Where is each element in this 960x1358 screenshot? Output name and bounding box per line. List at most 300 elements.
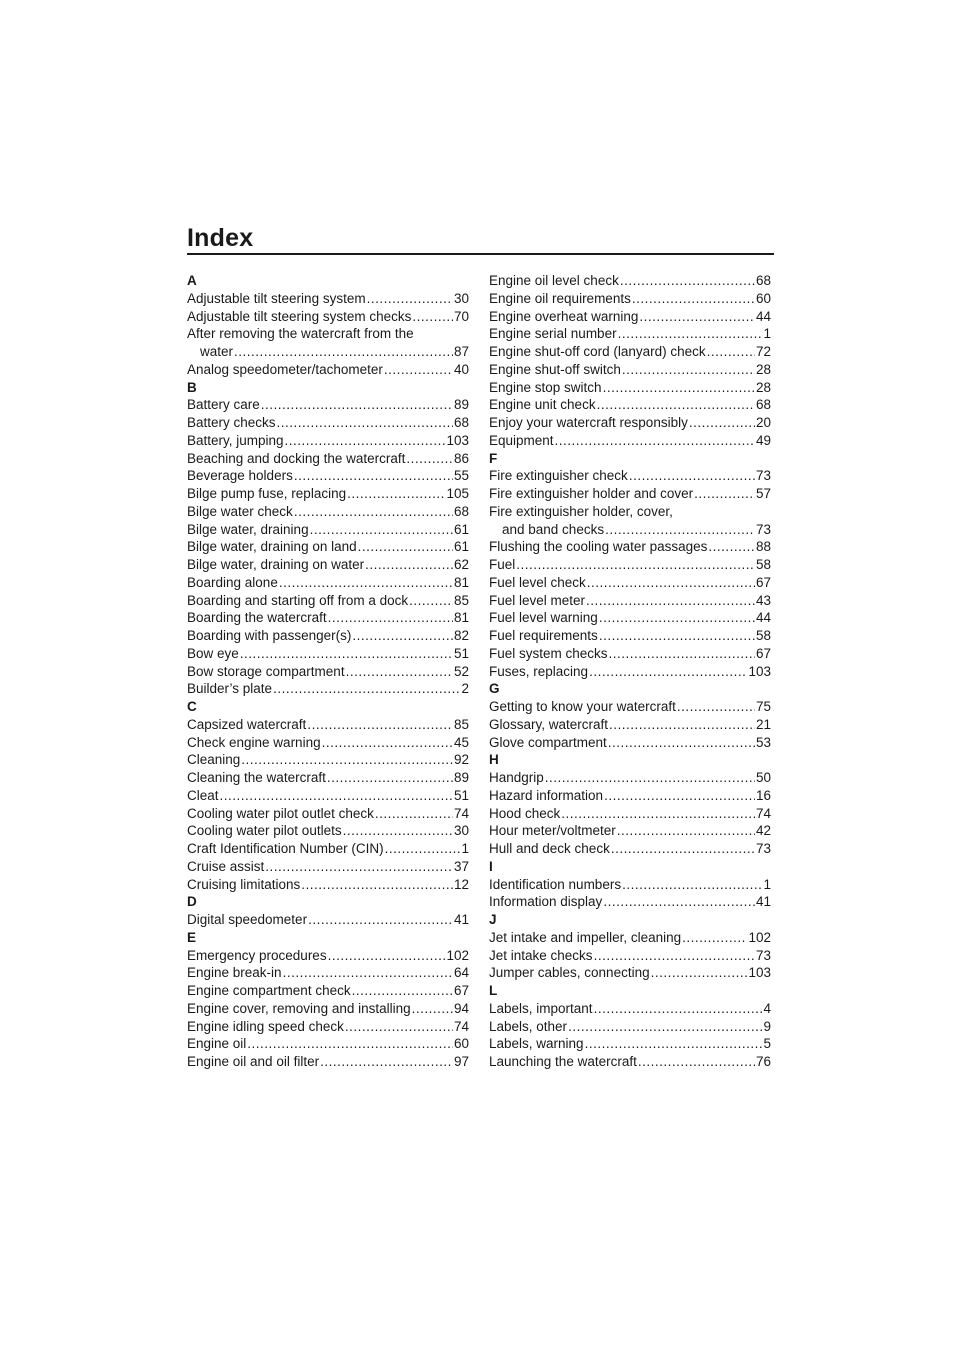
- dot-leader: [611, 840, 755, 858]
- index-entry-text: Analog speedometer/tachometer: [187, 361, 383, 377]
- index-letter-heading: G: [489, 681, 500, 697]
- index-entry: [187, 911, 469, 929]
- dot-leader: [617, 822, 755, 840]
- index-entry: [187, 627, 469, 645]
- index-entry: [489, 308, 771, 326]
- index-letter-heading: F: [489, 450, 498, 466]
- index-entry-text: Hood check: [489, 805, 561, 821]
- dot-leader: [358, 538, 453, 556]
- index-entry-text: Engine unit check: [489, 397, 596, 413]
- index-page-number: 103: [748, 965, 771, 981]
- index-page-number: 73: [755, 521, 771, 537]
- dot-leader: [707, 343, 755, 361]
- dot-leader: [568, 1018, 762, 1036]
- index-page-number: 67: [755, 645, 771, 661]
- index-entry-text: Hull and deck check: [489, 841, 610, 856]
- index-page-number: 30: [453, 823, 469, 839]
- index-page-number: 51: [453, 645, 469, 661]
- index-page-number: 40: [453, 361, 469, 377]
- index-page-number: 81: [453, 574, 469, 590]
- index-entry-text: Glove compartment: [489, 734, 607, 750]
- index-entry-text: Information display: [489, 894, 603, 910]
- index-entry-text: Battery care: [187, 397, 260, 413]
- index-entry-text: Beverage holders: [187, 468, 293, 484]
- dot-leader: [265, 858, 453, 876]
- dot-leader: [622, 876, 762, 894]
- index-entry: [187, 858, 469, 876]
- index-entry-text: After removing the watercraft from the: [187, 326, 414, 342]
- index-page-number: 82: [453, 628, 469, 643]
- dot-leader: [346, 663, 453, 681]
- index-entry-text: Engine oil requirements: [489, 290, 631, 306]
- index-page-number: 73: [755, 468, 771, 484]
- index-entry-text: Beaching and docking the watercraft: [187, 450, 406, 466]
- index-entry-text: Fuel: [489, 557, 516, 572]
- index-letter-heading: L: [489, 983, 498, 998]
- index-page-number: 44: [755, 308, 771, 324]
- dot-leader: [682, 929, 747, 947]
- dot-leader: [375, 805, 453, 823]
- index-page-number: 73: [755, 947, 771, 963]
- dot-leader: [608, 734, 755, 752]
- index-page-number: 41: [755, 894, 771, 910]
- dot-leader: [605, 521, 755, 539]
- index-entry: [489, 343, 771, 361]
- index-entry-text: Engine idling speed check: [187, 1018, 344, 1034]
- dot-leader: [594, 947, 755, 965]
- dot-leader: [597, 396, 755, 414]
- dot-leader: [294, 503, 453, 521]
- dot-leader: [586, 592, 755, 610]
- index-entry: [489, 1035, 771, 1053]
- index-entry: [489, 840, 771, 858]
- dot-leader: [285, 432, 446, 450]
- index-page-number: 105: [446, 486, 469, 501]
- index-entry-text: Cruising limitations: [187, 876, 301, 892]
- index-page-number: 51: [453, 787, 469, 803]
- index-entry-text: Fuel level warning: [489, 610, 598, 626]
- index-entry-text: Boarding the watercraft: [187, 610, 327, 626]
- index-entry: [489, 592, 771, 610]
- index-entry-text: Engine oil: [187, 1036, 247, 1052]
- index-entry: [489, 805, 771, 823]
- index-entry: [187, 787, 469, 805]
- index-entry-text: Engine break-in: [187, 965, 282, 981]
- index-entry-text: Fuel level check: [489, 574, 586, 590]
- index-entry: [489, 485, 771, 503]
- index-entry-text: Boarding alone: [187, 574, 278, 590]
- index-page-number: 94: [453, 1000, 469, 1016]
- dot-leader: [622, 361, 755, 379]
- index-entry: [489, 521, 771, 539]
- index-entry-text: Boarding and starting off from a dock: [187, 592, 409, 608]
- index-page-number: 87: [453, 344, 469, 359]
- index-entry: [489, 1018, 771, 1036]
- index-page-number: 58: [755, 557, 771, 572]
- index-page-number: 43: [755, 592, 771, 608]
- index-entry: [187, 521, 469, 539]
- index-page-number: 60: [453, 1036, 469, 1052]
- index-page-number: 57: [755, 486, 771, 501]
- index-page-number: 86: [453, 450, 469, 466]
- dot-leader: [241, 751, 453, 769]
- index-letter-heading: I: [489, 858, 493, 874]
- dot-leader: [632, 290, 755, 308]
- index-entry: [489, 947, 771, 965]
- index-entry-text: Engine shut-off cord (lanyard) check: [489, 344, 706, 359]
- index-page-number: 49: [755, 432, 771, 448]
- index-letter-heading: D: [187, 894, 197, 910]
- index-entry-text: Check engine warning: [187, 734, 321, 750]
- index-entry-text: Bilge water check: [187, 503, 293, 519]
- dot-leader: [347, 485, 445, 503]
- dot-leader: [599, 627, 755, 645]
- index-page-number: 42: [755, 823, 771, 839]
- index-page-number: 30: [453, 290, 469, 306]
- index-page-number: 52: [453, 663, 469, 679]
- index-page-number: 28: [755, 379, 771, 395]
- index-entry-text: Jet intake and impeller, cleaning: [489, 929, 682, 945]
- index-page-number: 74: [755, 805, 771, 821]
- index-entry: [489, 379, 771, 397]
- index-entry: [187, 982, 469, 1000]
- index-page-number: 60: [755, 290, 771, 306]
- index-column-right: [489, 272, 771, 1071]
- index-page-number: 73: [755, 841, 771, 856]
- dot-leader: [308, 911, 453, 929]
- index-page-number: 68: [453, 415, 469, 430]
- index-entry: [187, 805, 469, 823]
- index-entry: [187, 485, 469, 503]
- index-entry: [187, 716, 469, 734]
- index-entry-text: Emergency procedures: [187, 947, 327, 963]
- index-entry: [187, 876, 469, 894]
- index-page-number: 5: [763, 1036, 771, 1052]
- index-page-number: 64: [453, 965, 469, 981]
- dot-leader: [384, 361, 453, 379]
- index-entry: [187, 361, 469, 379]
- index-entry-text: and band checks: [502, 521, 605, 537]
- index-entry-text: Jumper cables, connecting: [489, 965, 650, 981]
- index-entry-text: Labels, important: [489, 1000, 593, 1016]
- dot-leader: [629, 467, 755, 485]
- dot-leader: [352, 627, 453, 645]
- index-entry: [489, 929, 771, 947]
- index-page-number: 72: [755, 344, 771, 359]
- dot-leader: [677, 698, 755, 716]
- index-page-number: 61: [453, 539, 469, 555]
- index-entry-text: Jet intake checks: [489, 947, 593, 963]
- index-entry: [187, 503, 469, 521]
- index-page-number: 103: [748, 663, 771, 679]
- index-entry: [489, 609, 771, 627]
- index-entry: [187, 822, 469, 840]
- index-page-number: 68: [453, 503, 469, 519]
- dot-leader: [604, 787, 755, 805]
- index-page-number: 75: [755, 699, 771, 714]
- index-entry-text: Labels, other: [489, 1018, 568, 1034]
- index-entry: [187, 467, 469, 485]
- index-entry-text: Fuses, replacing: [489, 663, 589, 679]
- title-rule: [187, 253, 774, 255]
- index-letter-heading: B: [187, 379, 197, 395]
- index-entry: [489, 964, 771, 982]
- index-entry-text: Launching the watercraft: [489, 1054, 637, 1069]
- index-entry: [187, 769, 469, 787]
- dot-leader: [609, 645, 755, 663]
- index-page-number: 44: [755, 610, 771, 626]
- index-entry: [489, 467, 771, 485]
- index-entry: [187, 1053, 469, 1071]
- index-page-number: 81: [453, 610, 469, 626]
- index-entry: [489, 503, 771, 521]
- index-entry: [489, 893, 771, 911]
- dot-leader: [651, 964, 748, 982]
- index-entry: [187, 840, 469, 858]
- dot-leader: [603, 379, 755, 397]
- dot-leader: [322, 734, 453, 752]
- index-page-number: 1: [763, 326, 771, 342]
- index-entry: [187, 414, 469, 432]
- index-entry-text: Cleaning the watercraft: [187, 770, 326, 785]
- index-entry-text: Digital speedometer: [187, 912, 308, 927]
- dot-leader: [620, 272, 755, 290]
- index-entry: [187, 592, 469, 610]
- index-entry-text: Labels, warning: [489, 1036, 584, 1052]
- index-entry: [489, 1053, 771, 1071]
- dot-leader: [708, 538, 755, 556]
- index-page-number: 103: [446, 432, 469, 448]
- index-entry-text: Boarding with passenger(s): [187, 628, 352, 643]
- index-entry-text: Engine serial number: [489, 326, 617, 342]
- dot-leader: [412, 308, 453, 326]
- dot-leader: [328, 947, 446, 965]
- index-entry: [187, 325, 469, 343]
- dot-leader: [277, 414, 453, 432]
- index-entry-text: Equipment: [489, 432, 554, 448]
- index-entry: [489, 272, 771, 290]
- page-title: Index: [187, 224, 254, 252]
- dot-leader: [409, 592, 453, 610]
- index-column-left: [187, 272, 469, 1071]
- index-entry-text: Cooling water pilot outlet check: [187, 805, 374, 821]
- index-entry-text: Builder’s plate: [187, 681, 273, 697]
- dot-leader: [516, 556, 755, 574]
- index-entry: [489, 1000, 771, 1018]
- index-entry: [187, 343, 469, 361]
- index-entry-text: Bilge water, draining: [187, 521, 309, 537]
- index-entry-text: Cleat: [187, 787, 219, 803]
- dot-leader: [561, 805, 755, 823]
- dot-leader: [327, 769, 453, 787]
- index-entry: [187, 964, 469, 982]
- index-entry: [187, 450, 469, 468]
- index-page-number: 16: [755, 787, 771, 803]
- index-entry: [187, 947, 469, 965]
- dot-leader: [694, 485, 755, 503]
- index-entry: [489, 822, 771, 840]
- index-entry: [489, 574, 771, 592]
- index-entry-text: Cleaning: [187, 752, 241, 768]
- index-letter-heading: J: [489, 912, 497, 927]
- index-entry: [187, 1018, 469, 1036]
- index-entry-text: Adjustable tilt steering system: [187, 290, 366, 306]
- index-entry-text: Engine oil and oil filter: [187, 1054, 320, 1069]
- index-page-number: 68: [755, 397, 771, 413]
- dot-leader: [689, 414, 755, 432]
- index-page-number: 37: [453, 858, 469, 874]
- index-entry-text: Capsized watercraft: [187, 716, 307, 732]
- index-page-number: 55: [453, 468, 469, 484]
- index-entry-text: Cooling water pilot outlets: [187, 823, 342, 839]
- index-entry: [187, 734, 469, 752]
- index-page-number: 85: [453, 592, 469, 608]
- index-page-number: 89: [453, 770, 469, 785]
- index-page-number: 89: [453, 397, 469, 413]
- index-entry: [489, 432, 771, 450]
- dot-leader: [406, 450, 453, 468]
- index-page-number: 1: [763, 876, 771, 892]
- index-entry: [187, 680, 469, 698]
- index-page-number: 67: [755, 574, 771, 590]
- dot-leader: [589, 663, 747, 681]
- index-page-number: 45: [453, 734, 469, 750]
- dot-leader: [328, 609, 453, 627]
- index-page-number: 76: [755, 1054, 771, 1069]
- index-entry: [489, 645, 771, 663]
- index-entry: [187, 1000, 469, 1018]
- dot-leader: [320, 1053, 453, 1071]
- dot-leader: [367, 290, 453, 308]
- index-page-number: 102: [446, 947, 469, 963]
- index-entry: [489, 663, 771, 681]
- index-entry-text: Bow eye: [187, 645, 239, 661]
- dot-leader: [261, 396, 453, 414]
- index-page-number: 67: [453, 983, 469, 998]
- index-page-number: 62: [453, 557, 469, 572]
- index-entry-text: Engine stop switch: [489, 379, 602, 395]
- index-entry: [187, 538, 469, 556]
- dot-leader: [279, 574, 453, 592]
- index-entry-text: Hour meter/voltmeter: [489, 823, 616, 839]
- index-entry: [489, 876, 771, 894]
- dot-leader: [365, 556, 453, 574]
- index-page-number: 74: [453, 805, 469, 821]
- index-entry: [187, 645, 469, 663]
- index-entry-text: Engine compartment check: [187, 983, 351, 998]
- index-page-number: 9: [763, 1018, 771, 1034]
- index-entry: [489, 716, 771, 734]
- index-page-number: 68: [755, 273, 771, 288]
- index-letter-heading: A: [187, 273, 197, 288]
- dot-leader: [585, 1035, 763, 1053]
- dot-leader: [273, 680, 460, 698]
- index-entry: [187, 396, 469, 414]
- index-entry: [489, 414, 771, 432]
- index-entry-text: Cruise assist: [187, 858, 265, 874]
- dot-leader: [609, 716, 755, 734]
- index-entry: [489, 361, 771, 379]
- dot-leader: [594, 1000, 763, 1018]
- index-entry: [187, 751, 469, 769]
- dot-leader: [587, 574, 755, 592]
- index-entry: [187, 609, 469, 627]
- index-page-number: 85: [453, 716, 469, 732]
- index-entry: [187, 432, 469, 450]
- index-entry: [489, 396, 771, 414]
- index-page-number: 70: [453, 308, 469, 324]
- index-entry-text: Fire extinguisher check: [489, 468, 628, 484]
- index-entry-text: Engine shut-off switch: [489, 361, 621, 377]
- dot-leader: [310, 521, 453, 539]
- index-entry-text: Battery, jumping: [187, 432, 284, 448]
- dot-leader: [603, 893, 755, 911]
- index-page-number: 28: [755, 361, 771, 377]
- dot-leader: [307, 716, 453, 734]
- dot-leader: [283, 964, 453, 982]
- index-entry-text: Engine cover, removing and installing: [187, 1000, 411, 1016]
- index-entry-text: Fire extinguisher holder and cover: [489, 486, 694, 501]
- index-entry-text: Glossary, watercraft: [489, 716, 609, 732]
- index-entry-text: Craft Identification Number (CIN): [187, 841, 384, 856]
- index-entry-text: Handgrip: [489, 770, 544, 785]
- index-entry: [489, 787, 771, 805]
- index-entry-text: Getting to know your watercraft: [489, 699, 676, 714]
- index-entry-text: Battery checks: [187, 415, 276, 430]
- index-entry-text: Fire extinguisher holder, cover,: [489, 503, 673, 519]
- index-entry-text: Bow storage compartment: [187, 663, 345, 679]
- index-entry: [489, 698, 771, 716]
- index-page-number: 74: [453, 1018, 469, 1034]
- index-entry-text: Identification numbers: [489, 876, 622, 892]
- index-page-number: 97: [453, 1054, 469, 1069]
- index-entry: [489, 769, 771, 787]
- dot-leader: [412, 1000, 453, 1018]
- index-letter-heading: H: [489, 752, 499, 768]
- dot-leader: [240, 645, 453, 663]
- dot-leader: [343, 822, 453, 840]
- index-entry-text: water: [200, 344, 234, 359]
- index-entry: [489, 325, 771, 343]
- dot-leader: [220, 787, 453, 805]
- dot-leader: [385, 840, 461, 858]
- index-entry-text: Fuel requirements: [489, 628, 598, 643]
- index-page-number: 61: [453, 521, 469, 537]
- index-page-number: 102: [748, 929, 771, 945]
- index-entry-text: Fuel level meter: [489, 592, 586, 608]
- index-page-number: 2: [461, 681, 469, 697]
- dot-leader: [234, 343, 453, 361]
- index-entry: [187, 574, 469, 592]
- index-entry-text: Adjustable tilt steering system checks: [187, 308, 412, 324]
- index-page-number: 50: [755, 770, 771, 785]
- index-entry: [187, 308, 469, 326]
- index-entry-text: Enjoy your watercraft responsibly: [489, 415, 688, 430]
- dot-leader: [599, 609, 755, 627]
- index-page-number: 88: [755, 539, 771, 555]
- index-page-number: 4: [763, 1000, 771, 1016]
- dot-leader: [639, 308, 755, 326]
- index-entry-text: Bilge water, draining on water: [187, 557, 365, 572]
- index-entry: [187, 663, 469, 681]
- dot-leader: [247, 1035, 453, 1053]
- index-entry: [489, 290, 771, 308]
- index-entry-text: Bilge pump fuse, replacing: [187, 486, 347, 501]
- dot-leader: [301, 876, 453, 894]
- index-page-number: 41: [453, 912, 469, 927]
- dot-leader: [352, 982, 453, 1000]
- index-page-number: 12: [453, 876, 469, 892]
